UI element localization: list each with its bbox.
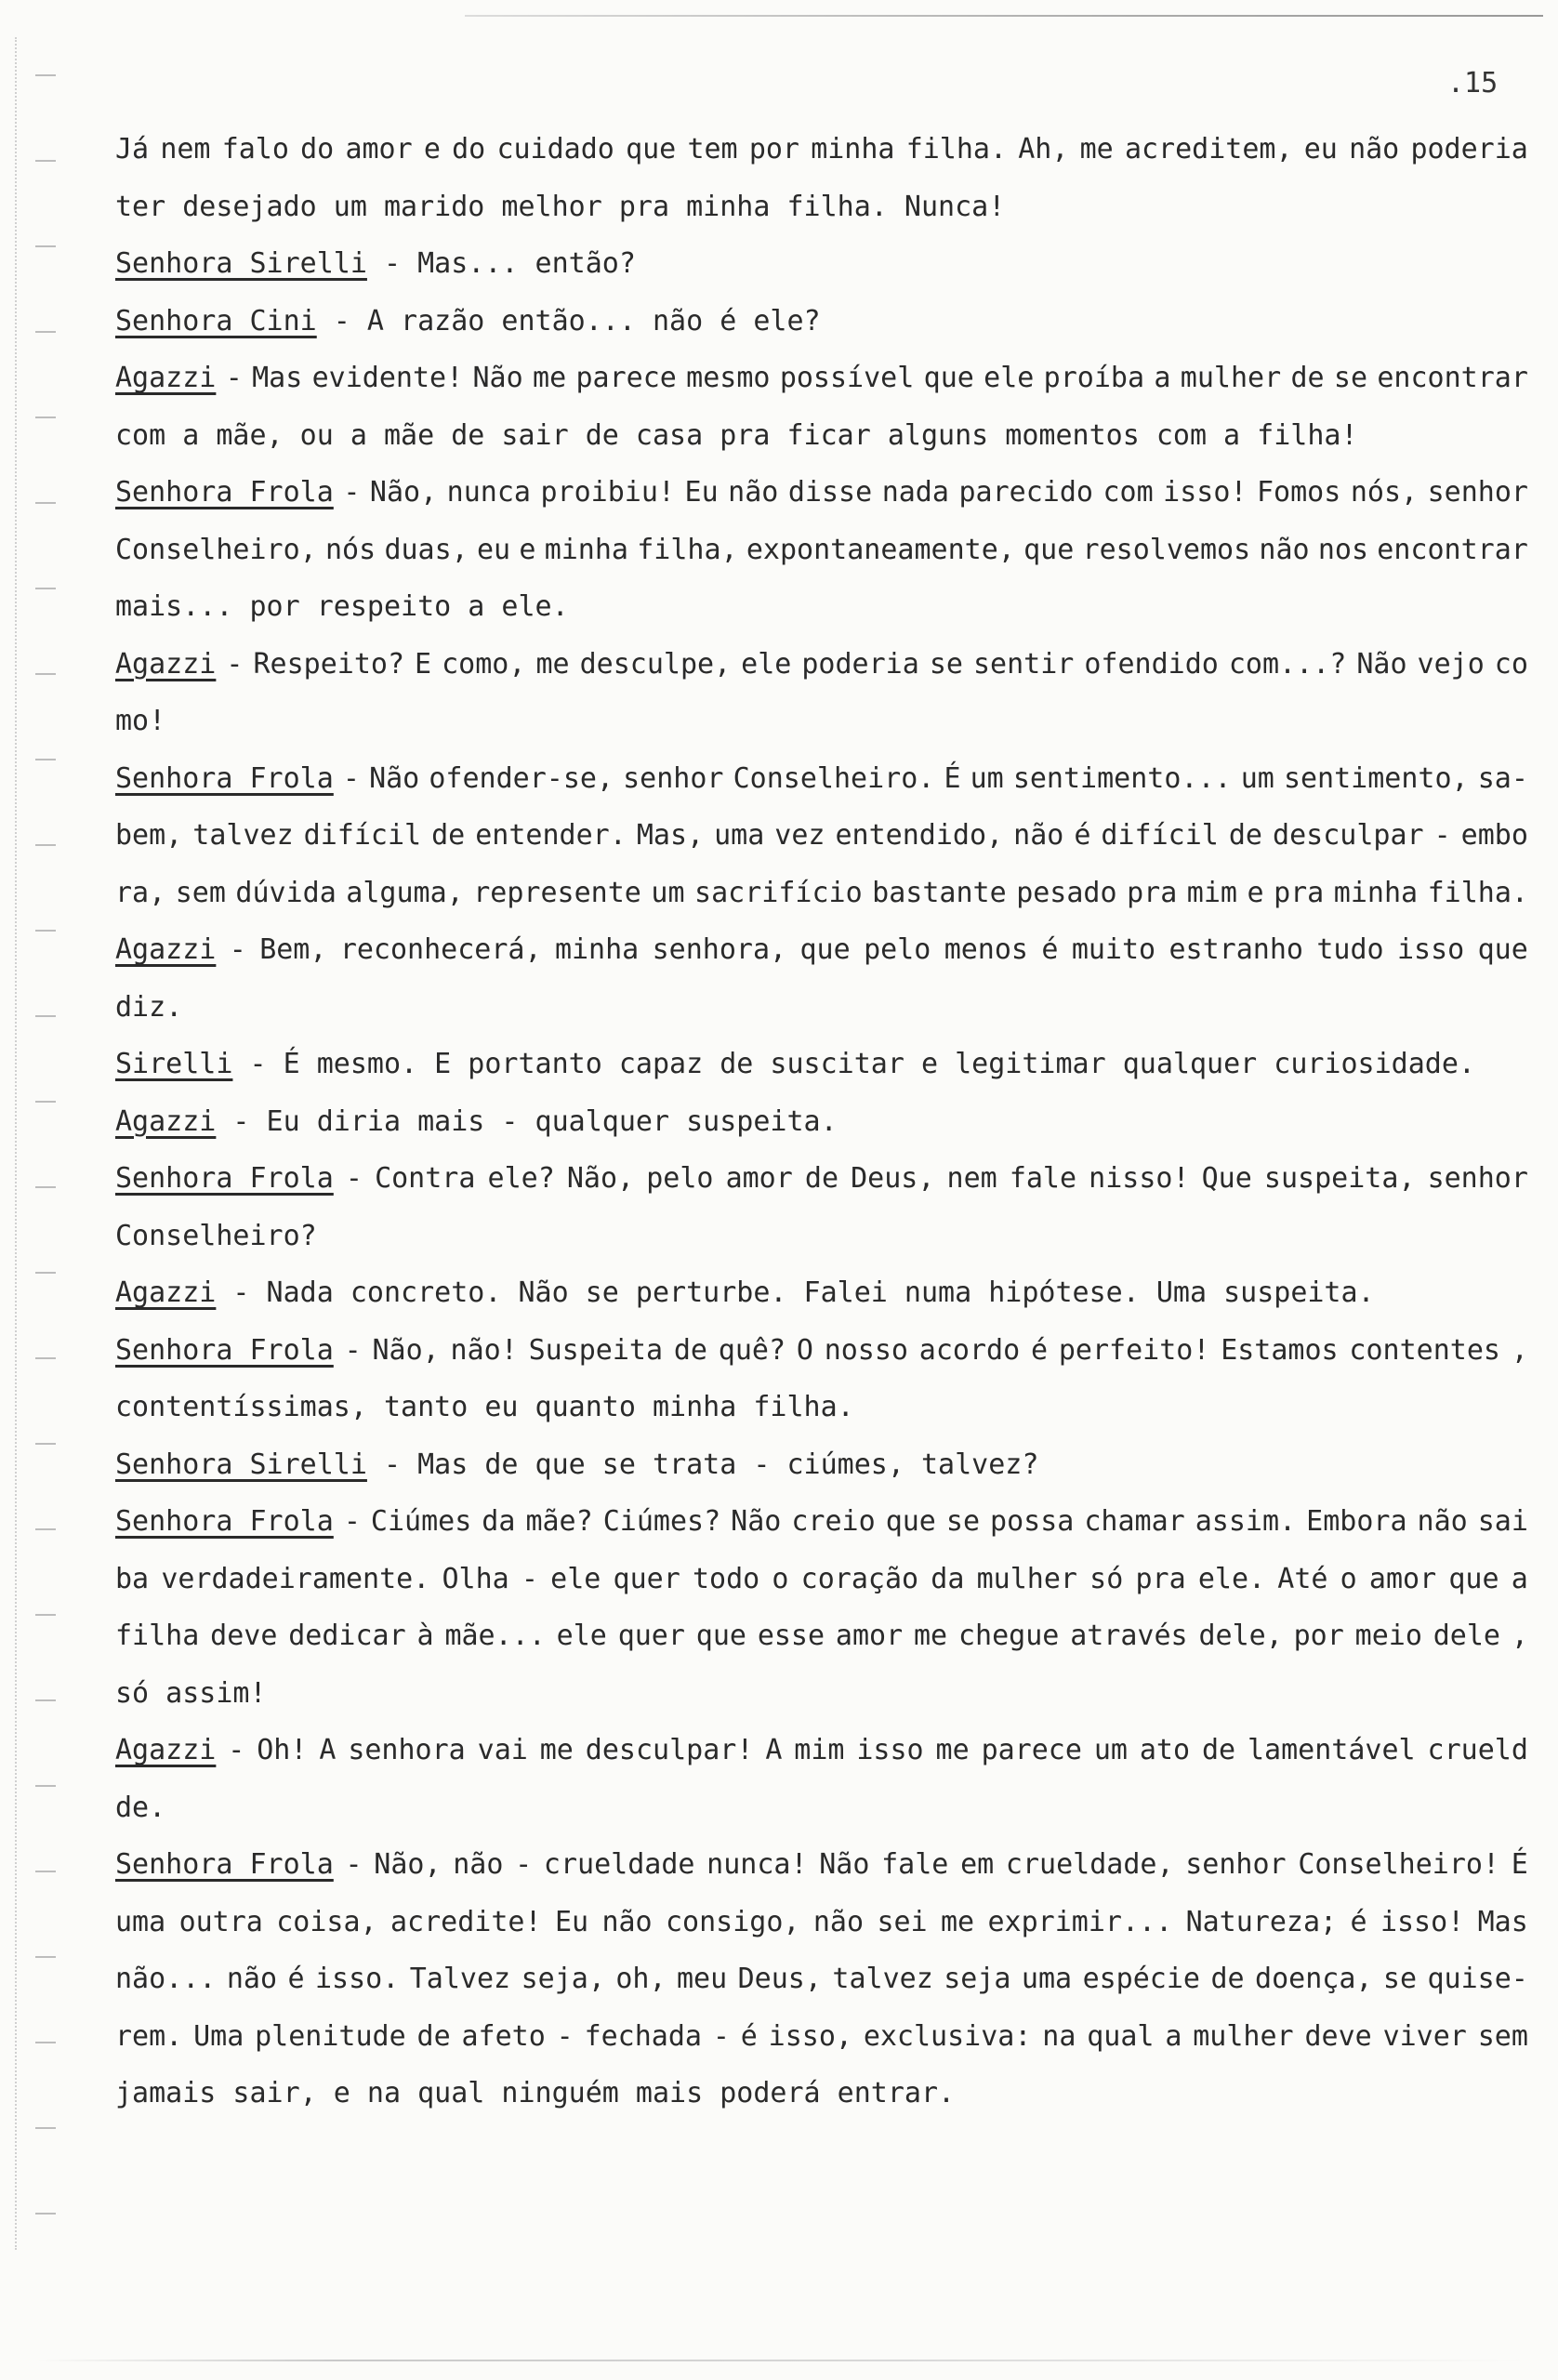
line-text: - Mas de que se trata - ciúmes, talvez? xyxy=(366,1448,1039,1481)
speaker-name: Senhora Sirelli xyxy=(115,247,367,280)
speaker-name: Sirelli xyxy=(115,1048,233,1080)
text-line: Conselheiro, nós duas, eu e minha filha, expontaneamente, que resolvemos não nos encontrar xyxy=(115,533,1528,566)
line-text: só assim! xyxy=(115,1676,267,1710)
text-line xyxy=(115,1208,1528,1265)
text-line: ba verdadeiramente. Olha - ele quer todo o coração da mulher só pra ele. Até o amor que a xyxy=(115,1562,1528,1595)
speaker-name: Senhora Frola xyxy=(115,1162,334,1195)
text-line: Senhora Frola - Não, nunca proibiu! Eu não disse nada parecido com isso! Fomos nós, senhor xyxy=(115,464,1528,522)
text-line xyxy=(115,2065,1528,2122)
text-line: rem. Uma plenitude de afeto - fechada - é isso, exclusiva: na qual a mulher deve viver sem xyxy=(115,2019,1528,2053)
text-line: Senhora Frola - Ciúmes da mãe? Ciúmes? Não creio que se possa chamar assim. Embora não sai xyxy=(115,1493,1528,1551)
speaker-name: Senhora Frola xyxy=(115,1333,334,1367)
speaker-name: Senhora Frola xyxy=(115,761,334,795)
line-text: contentíssimas, tanto eu quanto minha filha. xyxy=(115,1391,854,1423)
text-line: Senhora Frola - Não, não! Suspeita de quê? O nosso acordo é perfeito! Estamos contentes , xyxy=(115,1322,1528,1380)
line-text: mo! xyxy=(115,705,166,737)
scan-bottom-edge xyxy=(37,2360,1525,2361)
speaker-name: Senhora Sirelli xyxy=(115,1448,367,1481)
speaker-name: Agazzi xyxy=(115,1734,217,1766)
text-line xyxy=(115,1779,1528,1837)
line-text: - Nada concreto. Não se perturbe. Falei numa hipótese. Uma suspeita. xyxy=(216,1276,1375,1309)
text-line: Senhora Frola - Não, não - crueldade nunca! Não fale em crueldade, senhor Conselheiro! É xyxy=(115,1836,1528,1894)
text-line xyxy=(115,578,1528,636)
line-text: jamais sair, e na qual ninguém mais poderá entrar. xyxy=(115,2077,956,2109)
text-line xyxy=(115,1093,1528,1151)
text-line xyxy=(115,1436,1528,1494)
text-line: Agazzi - Mas evidente! Não me parece mesmo possível que ele proíba a mulher de se encontrar xyxy=(115,350,1528,407)
speaker-name: Agazzi xyxy=(115,362,217,394)
line-text: - A razão então... não é ele? xyxy=(316,304,821,337)
text-line xyxy=(115,235,1528,293)
line-text: - Mas... então? xyxy=(366,247,636,280)
text-line xyxy=(115,178,1528,236)
text-line xyxy=(115,407,1528,465)
text-line: ra, sem dúvida alguma, represente um sacrifício bastante pesado pra mim e pra minha filha. xyxy=(115,876,1528,909)
text-line xyxy=(115,1665,1528,1723)
speaker-name: Agazzi xyxy=(115,1104,217,1138)
text-line xyxy=(115,293,1528,350)
speaker-name: Senhora Frola xyxy=(115,476,334,509)
line-text: com a mãe, ou a mãe de sair de casa pra ficar alguns momentos com a filha! xyxy=(115,418,1358,452)
text-line: Agazzi - Respeito? E como, me desculpe, ele poderia se sentir ofendido com...? Não vejo co xyxy=(115,636,1528,694)
text-line xyxy=(115,1036,1528,1093)
speaker-name: Senhora Frola xyxy=(115,1505,334,1538)
document-body xyxy=(115,121,1528,2122)
text-line: Agazzi - Oh! A senhora vai me desculpar! A mim isso me parece um ato de lamentável crueld xyxy=(115,1722,1528,1779)
speaker-name: Agazzi xyxy=(115,933,217,966)
line-text: - Eu diria mais - qualquer suspeita. xyxy=(216,1104,838,1138)
speaker-name: Senhora Frola xyxy=(115,1848,334,1881)
scan-left-margin xyxy=(15,37,26,2250)
line-text: - É mesmo. E portanto capaz de suscitar e legitimar qualquer curiosidade. xyxy=(232,1048,1475,1080)
scan-top-edge xyxy=(465,15,1543,17)
line-text: diz. xyxy=(115,990,183,1024)
line-text: mais... por respeito a ele. xyxy=(115,590,569,623)
speaker-name: Agazzi xyxy=(115,1276,217,1309)
text-line: Senhora Frola - Não ofender-se, senhor Conselheiro. É um sentimento... um sentimento, sa- xyxy=(115,750,1528,808)
text-line: Já nem falo do amor e do cuidado que tem por minha filha. Ah, me acreditem, eu não poderia xyxy=(115,133,1528,165)
text-line xyxy=(115,1379,1528,1436)
text-line xyxy=(115,1264,1528,1322)
text-line xyxy=(115,979,1528,1037)
speaker-name: Agazzi xyxy=(115,647,217,681)
text-line xyxy=(115,693,1528,750)
text-line: uma outra coisa, acredite! Eu não consigo, não sei me exprimir... Natureza; é isso! Mas xyxy=(115,1905,1528,1938)
text-line: filha deve dedicar à mãe... ele quer que esse amor me chegue através dele, por meio dele , xyxy=(115,1620,1528,1652)
text-line: não... não é isso. Talvez seja, oh, meu Deus, talvez seja uma espécie de doença, se quise- xyxy=(115,1963,1528,1995)
line-text: Conselheiro? xyxy=(115,1219,317,1252)
line-text: de. xyxy=(115,1791,166,1824)
line-text: ter desejado um marido melhor pra minha filha. Nunca! xyxy=(115,190,1006,223)
text-line: bem, talvez difícil de entender. Mas, uma vez entendido, não é difícil de desculpar - embo xyxy=(115,819,1528,852)
text-line: Senhora Frola - Contra ele? Não, pelo amor de Deus, nem fale nisso! Que suspeita, senhor xyxy=(115,1150,1528,1208)
page-number: .15 xyxy=(1447,67,1499,99)
text-line: Agazzi - Bem, reconhecerá, minha senhora, que pelo menos é muito estranho tudo isso que xyxy=(115,921,1528,979)
margin-tick-marks xyxy=(35,37,63,2268)
speaker-name: Senhora Cini xyxy=(115,304,317,337)
